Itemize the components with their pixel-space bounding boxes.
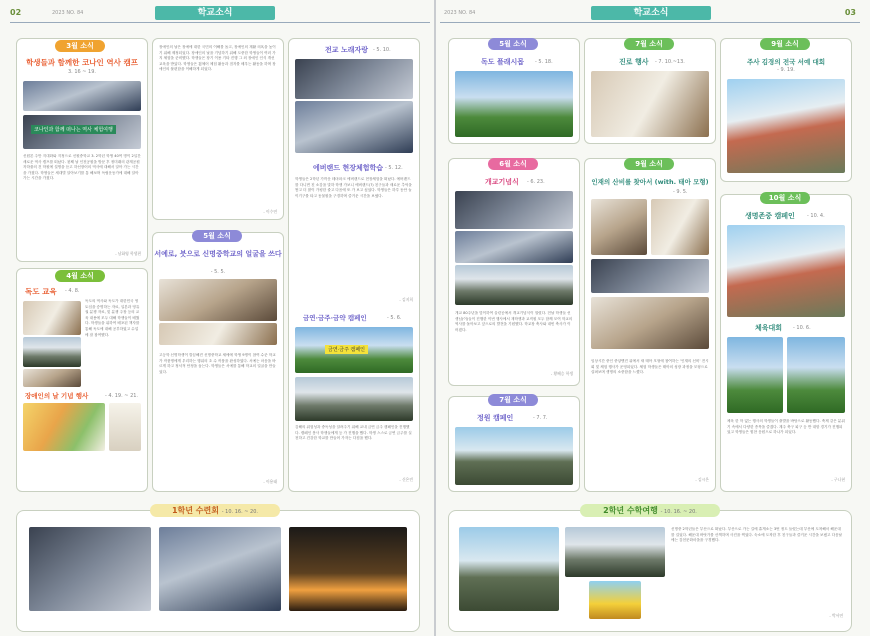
sports-day-photo2 (787, 337, 845, 413)
sept-tab: 9월 소식 (624, 158, 674, 170)
anniversary-title: 개교기념식 (485, 178, 519, 186)
everland-date: - 5. 12. (385, 165, 403, 171)
april-news-box (16, 268, 148, 492)
march-title: 학생들과 함께한 코나인 역사 캠프 (26, 58, 138, 67)
page-number-right: 03 (844, 8, 856, 17)
retreat-photo-stage (159, 527, 281, 611)
sports-day-date: - 10. 6. (793, 325, 811, 331)
everland-body: 학생들은 2학년 가까운 테마파크 에버랜드로 현장체험을 떠났다. 에버랜드를 다니면 친 소감을 말하 학생 가보니 에버랜드(?) 친구들과 새로운 추억을 쌓고 더 많이 가평한 줄고 다음에 또 가 보고 싶었다. 학생들은 하루 동안 놀이기구를 타고 동물원을 구경하며 즐거운 시간을 보냈다. (295, 177, 412, 198)
memorial-photo-drawing (109, 403, 141, 451)
sept2-tab: 9월 소식 (760, 38, 810, 50)
life-mystery-title: 인재의 산비를 찾아서 (with. 태아 모형) (591, 178, 709, 186)
anniversary-author: - 황혜승 학생 (550, 371, 573, 376)
april-date: - 4. 8. (65, 288, 80, 294)
life-mystery-body: 임상시간 중인 중앙엔진 위에서 새 태아 모형에 참여하는 '인재의 신비' 전시회 및 체험 행사가 운영되었다. 체험 학생들은 태아의 성장 과정을 모형으로 살펴보며 생명의 소중함을 느꼈다. (591, 359, 709, 375)
retreat-photo-campfire (289, 527, 407, 611)
grade2-trip-box (448, 510, 852, 632)
career-event-box (584, 38, 716, 144)
disability-day-author: - 이수연 (263, 209, 277, 214)
calligraphy-contest-title: 주사 김경의 전국 서예 대회 (746, 58, 826, 66)
career-event-photo (591, 71, 709, 137)
life-mystery-author: - 김시은 (695, 477, 709, 482)
calligraphy-body: 고등학 신명학생이 깔끔해진 신명중학교 세에에 학생 9명이 참여 수준 학교가 작품명에게 우리하는 행위의 초 수 작품을 완성하였다. 서예는 마음을 바르게 하고 정서적 안정을 돕는다. 학생들은 서예를 통해 학교의 얼굴을 만들었다. (159, 353, 276, 374)
singing-date: - 5. 10. (373, 47, 391, 53)
life-mystery-photo4 (591, 297, 709, 349)
calligraphy-contest-box (720, 38, 852, 182)
october-box (720, 194, 852, 492)
april-body: 독도의 역사와 독도가 대한민국 영토임을 증명하는 자료, 일본과 영유권 분쟁 자료, 및 분쟁 주장 등의 교육 내용에 모두 대해 학생들이 배웠다. 학생들을 위하여 배포된 책자를 통해 독도에 대해 공부하였고 수업에 잘 참여했다. (85, 299, 140, 337)
sports-day-author: - 구나현 (831, 477, 845, 482)
header-rule (10, 22, 430, 23)
memorial-photo-flowers (23, 403, 105, 451)
career-event-date: - 7. 10.~13. (655, 59, 685, 65)
anniversary-photo3 (455, 265, 573, 305)
grade1-title-text: 1학년 수련회 (171, 506, 219, 515)
memorial-date: - 4. 19. ~ 21. (105, 393, 139, 399)
clean-campaign-photo1 (295, 327, 413, 373)
april-photo-class2 (23, 337, 81, 367)
sports-day-title: 체육대회 (755, 324, 783, 332)
trip-body: 신명중 2학년들은 부산으로 떠났다. 부산으로 가는 길에 휴게소는 3번 정도 들렸는데 부산에 도착해서 해운대를 걸었다. 해운대 바닷가를 산책하며 사진을 찍었다. 숙소에 도착한 후 친구들과 즐거운 시간을 보냈고 다음날에는 감천문화마을을 구경했다. (671, 527, 843, 543)
flashmob-box (448, 38, 580, 144)
calligraphy-title: 서예로, 붓으로 신명중학교의 얼굴을 쓰다 (154, 250, 282, 258)
life-mystery-photo1 (591, 199, 647, 255)
calligraphy-author: - 이용태 (263, 479, 277, 484)
everland-title: 에버랜드 현장체험학습 (313, 164, 384, 172)
life-mystery-box (584, 158, 716, 492)
issue-info-right: 2023 NO. 84 (444, 10, 476, 16)
clean-campaign-banner: 금연·금주 캠페인 (325, 345, 368, 354)
march-author: - 남화영 학생편 (115, 251, 141, 256)
clean-campaign-body: 김해의 위험성과 중독성을 알려주기 위해 교내 금연 금주 캠페인을 진행했다. 캠페인 봉사 학생들에게 등 가 진행을 했다. 학생 스스로 금연 금주를 실천하고 건강한 학교를 만들어 가자는 다짐을 했다. (295, 425, 412, 441)
life-mystery-photo2 (651, 199, 709, 255)
grade2-trip-title (580, 504, 720, 517)
right-page (436, 0, 870, 636)
trip-photo-statue (589, 581, 641, 619)
life-mystery-date: - 9. 5. (673, 189, 688, 195)
section-title-right: 학교소식 (591, 6, 711, 20)
clean-campaign-title: 금연·금주·금약 캠페인 (303, 314, 367, 322)
anniversary-photo2 (455, 231, 573, 263)
header-rule-right (440, 22, 860, 23)
flashmob-photo (455, 71, 573, 137)
flashmob-date: - 5. 18. (535, 59, 553, 65)
trip-photo-group1 (459, 527, 559, 611)
oct-tab: 10월 소식 (760, 192, 810, 204)
garden-campaign-photo (455, 427, 573, 485)
memorial-title: 장애인의 날 기념 행사 (25, 392, 89, 400)
april-photo-class3 (23, 369, 81, 387)
march-news-box (16, 38, 148, 262)
grade1-retreat-box (16, 510, 420, 632)
grade2-date: - 10. 16. ~ 20. (660, 509, 697, 515)
march-photo-group (23, 81, 141, 111)
sports-day-photo1 (727, 337, 783, 413)
singing-photo1 (295, 59, 413, 99)
calligraphy-photo1 (159, 279, 277, 321)
disability-day-box (152, 38, 284, 220)
calligraphy-contest-date: - 9. 19. (777, 67, 795, 73)
calligraphy-date: - 5. 5. (210, 269, 226, 275)
life-respect-title: 생명존중 캠페인 (745, 212, 795, 220)
clean-campaign-author: - 신은빈 (399, 477, 413, 482)
life-respect-date: - 10. 4. (807, 213, 825, 219)
may-calligraphy-box (152, 232, 284, 492)
column3-box (288, 38, 420, 492)
trip-photo-group2 (565, 527, 665, 577)
march-body: 신원본 주만 지대화와 지정으로 신원중학교 3. 2학년 학생 40여 명이 2일간 새로운 역사 캠프를 떠났다. 첫째 날 인천공원을 방문 후 정미래의 관계공원 자하줄의 건 학원에 설명을 듣고 하선장어의 역사에 대해서 알아 가는 시간을 가졌다. 학생들은 세대별 알아보기를 통 해보며 독립운동가에 대해 알아가는 시간을 가졌다. (23, 154, 141, 181)
section-title: 학교소식 (155, 6, 275, 20)
april-photo-class1 (23, 301, 81, 335)
grade1-date: - 10. 16. ~ 20. (221, 509, 258, 515)
garden-campaign-box (448, 396, 580, 492)
flashmob-title: 독도 플래시몹 (481, 58, 525, 66)
left-page (0, 0, 434, 636)
anniversary-date: - 6. 23. (527, 179, 545, 185)
may-tab-left: 5월 소식 (192, 230, 242, 242)
anniversary-box (448, 158, 580, 386)
anniversary-photo1 (455, 191, 573, 229)
issue-info: 2023 NO. 84 (52, 10, 84, 16)
calligraphy-contest-photo (727, 79, 845, 173)
april-tab: 4월 소식 (55, 270, 105, 282)
april-title: 독도 교육 (25, 287, 57, 296)
anniversary-body: 개교 80주년을 맞이하여 올린공에서 개교기념식이 열렸다. 전날 학생들 선생님(이)들이 진행한 이번 행사에서 재학생과 교직원 모두 함께 모여 학교의 역사를 돌아보고 앞으로의 발전을 기원했다. 학교장 축사와 내빈 축사가 이어졌다. (455, 311, 573, 332)
march-photo-banner (23, 115, 141, 149)
march-banner-text: 코나인과 함께 떠나는 역사 체험여행 (31, 125, 116, 134)
july2-tab: 7월 소식 (624, 38, 674, 50)
singing-photo2 (295, 101, 413, 153)
career-event-title: 진로 행사 (619, 58, 649, 66)
july-tab: 7월 소식 (488, 394, 538, 406)
life-respect-photo (727, 225, 845, 317)
clean-campaign-photo2 (295, 377, 413, 421)
clean-campaign-date: - 5. 6. (387, 315, 402, 321)
everland-author: - 김지희 (399, 297, 413, 302)
disability-day-body: 장애인의 날은 장애에 대한 국민의 이해를 돕고, 장애인의 재활 의욕을 높이기 위해 제정되었다. 장애인의 날을 기념하기 위해 도중한 학생들이 여러 가지 체험을 준비했다. 학생들은 장기 이용 기타 진행 그 외 장애인 인식 개선 교육을 받았다. 학생들은 휠체어 체험 활동과 점자를 배우는 활동을 하며 장애인의 불편함을 이해하게 되었다. (159, 45, 276, 72)
march-tab: 3월 소식 (55, 40, 105, 52)
sports-day-body: 체육 한 학 없는 행사의 학생들이 출발을 바탕으로 활동했다. 축제 같은 분위기 속에서 다양한 종목을 즐겼다. 계주 축구 피구 등 반 대항 경기가 진행되었고 학생들은 힘찬 응원으로 하나가 되었다. (727, 419, 845, 435)
garden-campaign-date: - 7. 7. (533, 415, 548, 421)
singing-title: 전교 노래자랑 (325, 46, 369, 54)
retreat-photo-hall (29, 527, 151, 611)
calligraphy-photo2 (159, 323, 277, 345)
grade2-title-text: 2학년 수학여행 (603, 506, 658, 515)
page-number: 02 (10, 8, 22, 17)
march-date: 3. 16 ~ 19. (67, 69, 97, 75)
garden-campaign-title: 정원 캠페인 (477, 414, 514, 422)
june-tab: 6월 소식 (488, 158, 538, 170)
life-mystery-photo3 (591, 259, 709, 293)
grade1-retreat-title (150, 504, 280, 517)
trip-author: - 박서연 (829, 613, 843, 618)
may-tab-right: 5월 소식 (488, 38, 538, 50)
